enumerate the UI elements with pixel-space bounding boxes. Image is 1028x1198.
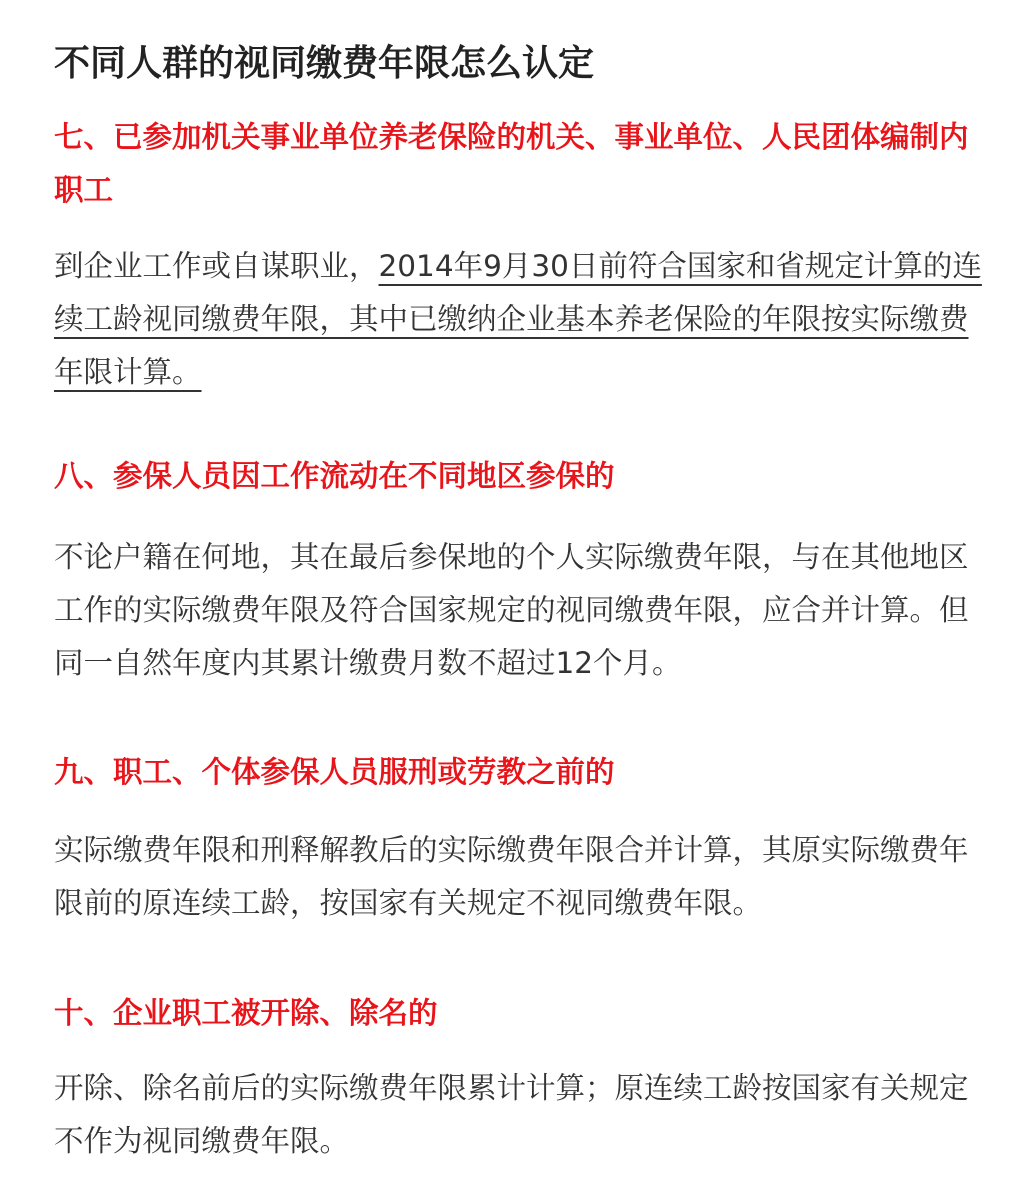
page-title: 不同人群的视同缴费年限怎么认定 — [54, 43, 595, 84]
section-body-7-plain: 到企业工作或自谋职业， — [54, 249, 379, 283]
section-heading-10: 十、企业职工被开除、除名的 — [54, 996, 438, 1030]
section-body-10: 开除、除名前后的实际缴费年限累计计算；原连续工龄按国家有关规定不作为视同缴费年限。 — [54, 1071, 969, 1158]
section-body-7 — [54, 240, 982, 399]
section-heading-7: 七、已参加机关事业单位养老保险的机关、事业单位、人民团体编制内职工 — [54, 120, 969, 207]
section-heading-9: 九、职工、个体参保人员服刑或劳教之前的 — [54, 755, 615, 789]
section-body-7-underlined: 2014年9月30日前符合国家和省规定计算的连续工龄视同缴费年限，其中已缴纳企业基本养老保险的年限按实际缴费年限计算。 — [54, 249, 982, 389]
section-body-9: 实际缴费年限和刑释解教后的实际缴费年限合并计算，其原实际缴费年限前的原连续工龄，按国家有关规定不视同缴费年限。 — [54, 833, 969, 920]
section-body-8: 不论户籍在何地，其在最后参保地的个人实际缴费年限，与在其他地区工作的实际缴费年限及符合国家规定的视同缴费年限，应合并计算。但同一自然年度内其累计缴费月数不超过12个月。 — [54, 540, 969, 680]
section-heading-8: 八、参保人员因工作流动在不同地区参保的 — [54, 459, 615, 493]
